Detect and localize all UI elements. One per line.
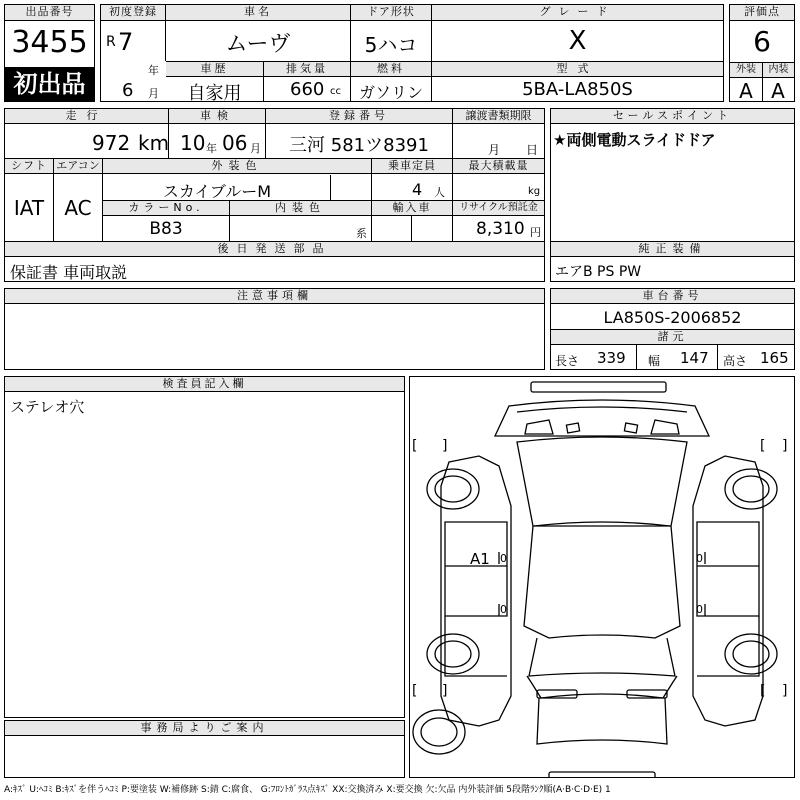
reg-year-unit: 年 bbox=[148, 64, 159, 77]
length-value: 339 bbox=[597, 349, 626, 367]
reg-label: 初度登録 bbox=[101, 5, 165, 21]
transfer-month-unit: 月 bbox=[488, 143, 501, 157]
reg-month-unit: 月 bbox=[148, 87, 159, 100]
exterior-color-label: 外装色 bbox=[103, 159, 371, 174]
car-name-label: 車名 bbox=[166, 5, 350, 21]
damage-mark-a1: A1 bbox=[470, 550, 490, 568]
model-label: 型式 bbox=[432, 62, 723, 77]
notes-label: 注意事項欄 bbox=[5, 289, 544, 304]
bracket-left-top-close: ] bbox=[442, 438, 448, 454]
history-value: 自家用 bbox=[187, 83, 242, 104]
fuel-label: 燃料 bbox=[351, 62, 431, 77]
aircon-label: エアコン bbox=[54, 159, 102, 174]
reg-month: 6 bbox=[122, 80, 134, 101]
zero-mark: 0 bbox=[500, 552, 507, 565]
later-parts-label: 後日発送部品 bbox=[5, 242, 544, 257]
inspector-value: ステレオ穴 bbox=[10, 398, 85, 416]
transfer-day-unit: 日 bbox=[526, 143, 539, 157]
inspection-month: 06 bbox=[222, 131, 248, 155]
sales-point-label: セールスポイント bbox=[551, 109, 794, 124]
ext-label: 外装 bbox=[730, 63, 762, 78]
aircon-value: AC bbox=[64, 196, 92, 220]
height-value: 165 bbox=[760, 349, 789, 367]
ext-score: A bbox=[739, 79, 753, 103]
plate-label: 登録番号 bbox=[266, 109, 452, 124]
bracket-left-top: [ bbox=[412, 438, 418, 454]
import-label: 輸入車 bbox=[372, 201, 452, 216]
displacement-value: 660 bbox=[290, 79, 325, 100]
reg-era: R bbox=[106, 34, 116, 50]
lot-label: 出品番号 bbox=[5, 5, 94, 21]
transfer-label: 譲渡書類期限 bbox=[453, 109, 544, 124]
lot-number: 3455 bbox=[11, 25, 88, 60]
displacement-unit: cc bbox=[330, 86, 341, 97]
capacity-unit: 人 bbox=[434, 186, 445, 199]
int-label: 内装 bbox=[762, 63, 794, 78]
bracket-left-bottom-close: ] bbox=[442, 683, 448, 699]
bracket-right-top-close: ] bbox=[782, 438, 788, 454]
capacity-label: 乗車定員 bbox=[372, 159, 452, 174]
score-box bbox=[729, 4, 795, 102]
recycle-label: リサイクル預託金 bbox=[453, 201, 544, 216]
int-score: A bbox=[771, 79, 785, 103]
inspection-year-unit: 年 bbox=[206, 142, 217, 155]
width-label: 幅 bbox=[648, 354, 661, 368]
inspector-label: 検査員記入欄 bbox=[5, 377, 404, 392]
score-label: 評価点 bbox=[730, 5, 794, 21]
zero-mark: 0 bbox=[500, 603, 507, 616]
fuel-value: ガソリン bbox=[358, 83, 423, 102]
equipment-value: エアB PS PW bbox=[555, 264, 642, 280]
inspector-box bbox=[4, 376, 405, 718]
bracket-right-bottom: [ bbox=[760, 683, 766, 699]
length-label: 長さ bbox=[555, 354, 580, 368]
score-value: 6 bbox=[753, 25, 771, 58]
car-diagram bbox=[409, 376, 795, 778]
inspection-month-unit: 月 bbox=[250, 142, 261, 155]
max-load-unit: kg bbox=[528, 186, 541, 197]
recycle-value: 8,310 bbox=[476, 219, 525, 239]
grade-label: グレード bbox=[432, 5, 723, 21]
zero-mark: 0 bbox=[696, 603, 703, 616]
door-value: 5ハコ bbox=[364, 33, 418, 57]
mileage-value: 972 bbox=[92, 131, 131, 155]
specs-label: 諸元 bbox=[551, 330, 794, 345]
shift-value: IAT bbox=[13, 196, 45, 220]
shift-label: シフト bbox=[5, 159, 53, 174]
inspection-label: 車検 bbox=[169, 109, 265, 124]
height-label: 高さ bbox=[723, 354, 748, 368]
model-value: 5BA-LA850S bbox=[522, 79, 633, 100]
legend-text: A:ｷｽﾞ U:ﾍｺﾐ B:ｷｽﾞを伴うﾍｺﾐ P:要塗装 W:補修跡 S:錆 C:腐食、 G:ﾌﾛﾝﾄｶﾞﾗｽ点ｷｽﾞ XX:交換済み X:要交換 欠:欠品 内外装評価 5段階ﾗﾝｸ順(A·B·C·D·E) 1 bbox=[4, 785, 611, 795]
interior-color-label: 内装色 bbox=[230, 201, 371, 216]
mileage-label: 走行 bbox=[5, 109, 168, 124]
displacement-label: 排気量 bbox=[264, 62, 350, 77]
grade-value: X bbox=[568, 26, 587, 56]
inspection-year: 10 bbox=[180, 131, 206, 155]
car-name-value: ムーヴ bbox=[225, 32, 291, 57]
chassis-value: LA850S-2006852 bbox=[603, 308, 742, 327]
first-listing-badge: 初出品 bbox=[5, 67, 94, 101]
capacity-value: 4 bbox=[412, 180, 423, 199]
door-label: ドア形状 bbox=[351, 5, 431, 21]
bracket-right-bottom-close: ] bbox=[782, 683, 788, 699]
exterior-color-value: スカイブルーM bbox=[162, 182, 272, 201]
max-load-label: 最大積載量 bbox=[453, 159, 544, 174]
reg-year: 7 bbox=[118, 28, 134, 56]
later-parts-value: 保証書 車両取説 bbox=[10, 263, 128, 282]
recycle-unit: 円 bbox=[530, 226, 541, 239]
bracket-left-bottom: [ bbox=[412, 683, 418, 699]
color-no-label: カラーNo. bbox=[103, 201, 229, 216]
sales-point-value: ★両側電動スライドドア bbox=[553, 131, 716, 149]
equipment-label: 純正装備 bbox=[551, 242, 794, 257]
width-value: 147 bbox=[680, 349, 709, 367]
bracket-right-top: [ bbox=[760, 438, 766, 454]
interior-color-unit: 系 bbox=[356, 227, 367, 240]
lot-box bbox=[4, 4, 95, 102]
history-label: 車歴 bbox=[166, 62, 263, 77]
chassis-label: 車台番号 bbox=[551, 289, 794, 304]
mileage-unit: km bbox=[138, 131, 170, 155]
plate-value: 三河 581ツ8391 bbox=[289, 135, 429, 156]
color-no-value: B83 bbox=[149, 219, 183, 239]
zero-mark: 0 bbox=[696, 552, 703, 565]
office-label: 事務局よりご案内 bbox=[5, 721, 404, 736]
